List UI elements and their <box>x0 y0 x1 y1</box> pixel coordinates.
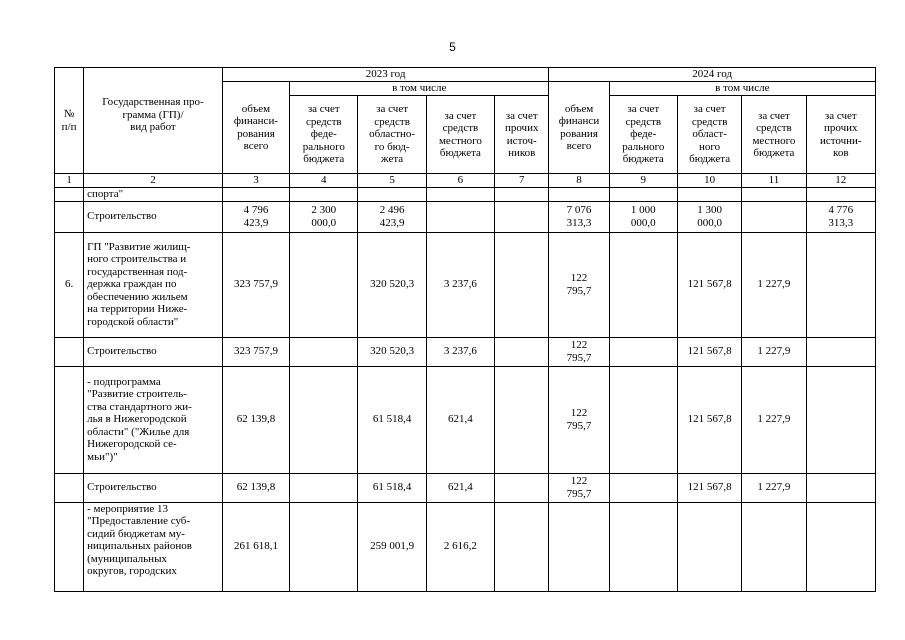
total-2024-cell: 7 076 313,3 <box>549 201 609 232</box>
header-year-2023: 2023 год <box>222 68 549 82</box>
federal-2023-cell <box>290 232 358 337</box>
header-2024-other: за счет прочих источни- ков <box>806 96 875 174</box>
header-2023-federal: за счет средств феде- рального бюджета <box>290 96 358 174</box>
regional-2023-cell: 2 496 423,9 <box>358 201 426 232</box>
header-2023-other: за счет прочих источ- ников <box>495 96 549 174</box>
regional-2024-cell: 121 567,8 <box>677 473 741 502</box>
local-2023-cell: 3 237,6 <box>426 232 494 337</box>
row-num-cell <box>55 187 84 201</box>
column-number: 4 <box>290 174 358 188</box>
federal-2024-cell: 1 000 000,0 <box>609 201 677 232</box>
local-2024-cell: 1 227,9 <box>742 366 806 473</box>
federal-2024-cell <box>609 366 677 473</box>
total-2024-cell: 122 795,7 <box>549 232 609 337</box>
regional-2024-cell: 121 567,8 <box>677 232 741 337</box>
row-name-cell: - мероприятие 13 "Предоставление суб- сидий бюджетам му- ниципальных районов (муниципальных округов, городских <box>84 502 223 591</box>
table-row-measure-13 <box>55 502 876 591</box>
regional-2023-cell: 259 001,9 <box>358 502 426 591</box>
total-2024-cell: 122 795,7 <box>549 473 609 502</box>
other-2024-cell <box>806 502 875 591</box>
header-2024-regional: за счет средств област- ного бюджета <box>677 96 741 174</box>
header-2024-total: объем финанси рования всего <box>549 82 609 174</box>
local-2024-cell: 1 227,9 <box>742 473 806 502</box>
column-number: 9 <box>609 174 677 188</box>
local-2023-cell: 3 237,6 <box>426 337 494 366</box>
total-2023-cell: 261 618,1 <box>222 502 289 591</box>
row-name-cell: Строительство <box>84 337 223 366</box>
page-number: 5 <box>449 40 456 54</box>
row-name-cell: ГП "Развитие жилищ- ного строительства и государственная под- держка граждан по обеспечению жильем на территории Ниже- городской области" <box>84 232 223 337</box>
other-2024-cell <box>806 473 875 502</box>
total-2024-cell <box>549 502 609 591</box>
federal-2023-cell <box>290 473 358 502</box>
column-number: 10 <box>677 174 741 188</box>
regional-2023-cell: 61 518,4 <box>358 366 426 473</box>
header-2024-including: в том числе <box>609 82 875 96</box>
regional-2024-cell: 1 300 000,0 <box>677 201 741 232</box>
header-2023-including: в том числе <box>290 82 549 96</box>
column-number: 12 <box>806 174 875 188</box>
other-2024-cell <box>806 232 875 337</box>
row-name-cell: - подпрограмма "Развитие строитель- ства стандартного жи- лья в Нижегородской области" ("Жилье для Нижегородской се- мьи")" <box>84 366 223 473</box>
column-number: 1 <box>55 174 84 188</box>
other-2024-cell: 4 776 313,3 <box>806 201 875 232</box>
total-2024-cell: 122 795,7 <box>549 337 609 366</box>
header-program: Государственная про- грамма (ГП)/ вид работ <box>84 68 223 174</box>
regional-2023-cell: 320 520,3 <box>358 337 426 366</box>
table-row-gp6 <box>55 232 876 337</box>
table-row-construction <box>55 201 876 232</box>
local-2024-cell <box>742 502 806 591</box>
regional-2024-cell: 121 567,8 <box>677 337 741 366</box>
other-2023-cell <box>495 337 549 366</box>
header-number: № п/п <box>55 68 84 174</box>
row-name-cell: спорта" <box>84 187 223 201</box>
header-2024-local: за счет средств местного бюджета <box>742 96 806 174</box>
table-row-subprogram <box>55 366 876 473</box>
federal-2023-cell <box>290 366 358 473</box>
local-2024-cell: 1 227,9 <box>742 232 806 337</box>
local-2023-cell <box>426 201 494 232</box>
total-2023-cell: 4 796 423,9 <box>222 201 289 232</box>
total-2023-cell: 62 139,8 <box>222 473 289 502</box>
local-2023-cell: 2 616,2 <box>426 502 494 591</box>
total-2024-cell: 122 795,7 <box>549 366 609 473</box>
federal-2024-cell <box>609 473 677 502</box>
local-2024-cell <box>742 201 806 232</box>
budget-table <box>54 67 876 592</box>
federal-2024-cell <box>609 502 677 591</box>
column-number: 2 <box>84 174 223 188</box>
other-2024-cell <box>806 337 875 366</box>
column-number: 7 <box>495 174 549 188</box>
local-2024-cell: 1 227,9 <box>742 337 806 366</box>
other-2024-cell <box>806 366 875 473</box>
federal-2024-cell <box>609 337 677 366</box>
column-number: 3 <box>222 174 289 188</box>
federal-2023-cell <box>290 337 358 366</box>
federal-2023-cell <box>290 502 358 591</box>
regional-2023-cell: 61 518,4 <box>358 473 426 502</box>
row-num-cell: 6. <box>55 232 84 337</box>
row-name-cell: Строительство <box>84 473 223 502</box>
header-2023-regional: за счет средств областно- го бюд- жета <box>358 96 426 174</box>
regional-2023-cell: 320 520,3 <box>358 232 426 337</box>
regional-2024-cell: 121 567,8 <box>677 366 741 473</box>
other-2023-cell <box>495 366 549 473</box>
federal-2023-cell: 2 300 000,0 <box>290 201 358 232</box>
table-row-sport-continuation <box>55 187 876 201</box>
header-2023-local: за счет средств местного бюджета <box>426 96 494 174</box>
row-name-cell: Строительство <box>84 201 223 232</box>
other-2023-cell <box>495 201 549 232</box>
column-number-row <box>55 174 876 188</box>
total-2023-cell: 323 757,9 <box>222 337 289 366</box>
other-2023-cell <box>495 502 549 591</box>
column-number: 11 <box>742 174 806 188</box>
header-year-2024: 2024 год <box>549 68 876 82</box>
table-row-construction <box>55 473 876 502</box>
local-2023-cell: 621,4 <box>426 366 494 473</box>
other-2023-cell <box>495 473 549 502</box>
header-2023-total: объем финанси- рования всего <box>222 82 289 174</box>
column-number: 5 <box>358 174 426 188</box>
other-2023-cell <box>495 232 549 337</box>
federal-2024-cell <box>609 232 677 337</box>
local-2023-cell: 621,4 <box>426 473 494 502</box>
header-row-years <box>55 68 876 82</box>
table-row-construction <box>55 337 876 366</box>
column-number: 8 <box>549 174 609 188</box>
total-2023-cell: 62 139,8 <box>222 366 289 473</box>
regional-2024-cell <box>677 502 741 591</box>
header-2024-federal: за счет средств феде- рального бюджета <box>609 96 677 174</box>
total-2023-cell: 323 757,9 <box>222 232 289 337</box>
column-number: 6 <box>426 174 494 188</box>
